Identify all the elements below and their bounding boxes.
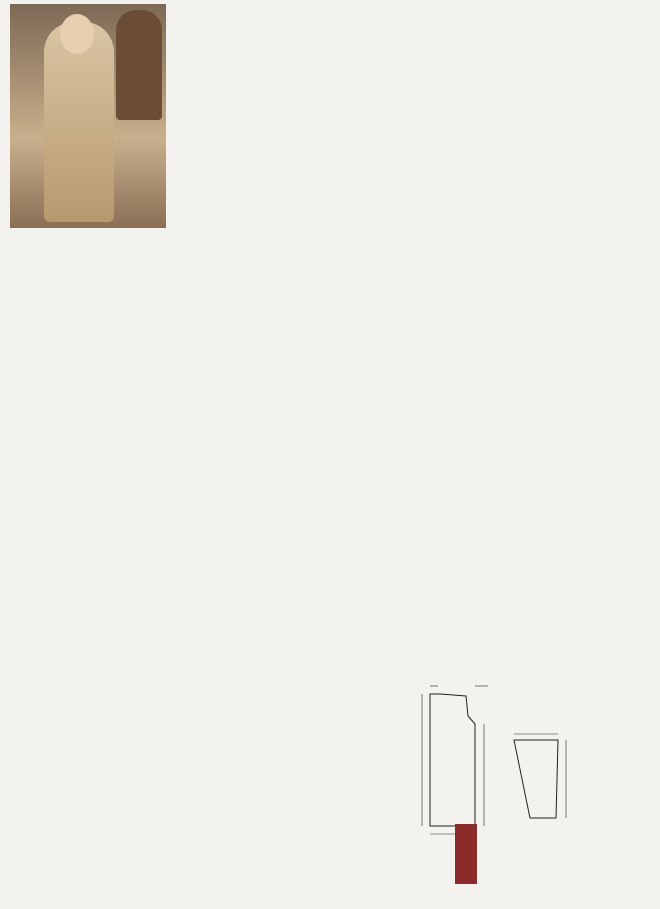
brand-logo-mark [455, 824, 477, 884]
horse-figure [116, 10, 162, 120]
body-pattern-diagram [400, 676, 510, 846]
sleeve-pattern-diagram [506, 726, 576, 826]
knitting-chart [8, 322, 648, 622]
model-head [60, 14, 94, 54]
model-photo [10, 4, 166, 228]
